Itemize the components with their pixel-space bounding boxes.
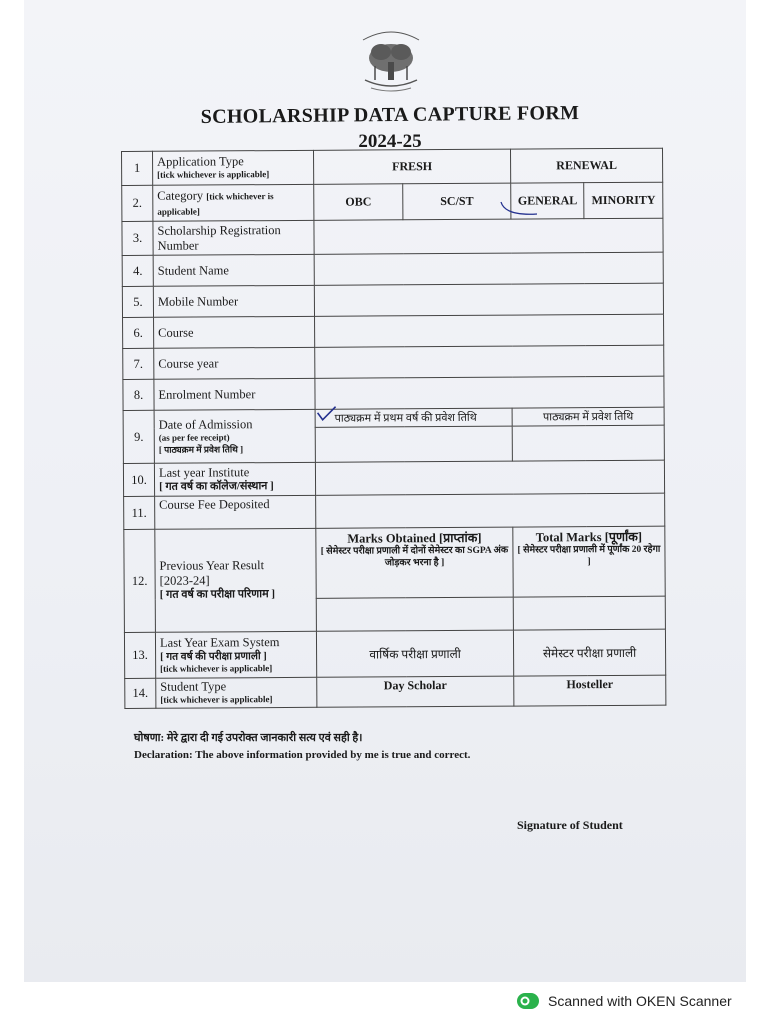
row-number: 7.	[123, 348, 154, 379]
row-label: Course Fee Deposited	[155, 495, 316, 529]
row-label: Course	[154, 316, 315, 348]
marks-obtained-header	[316, 527, 513, 598]
label-text: Application Type	[157, 154, 244, 170]
row-number: 6.	[123, 317, 154, 348]
general-pen-mark-icon	[497, 196, 557, 218]
label-note-hindi: [ गत वर्ष की परीक्षा प्रणाली ]	[160, 650, 267, 663]
student-name-field[interactable]	[314, 252, 663, 285]
row-label	[155, 631, 316, 678]
row-number: 12.	[124, 529, 156, 632]
option-minority[interactable]: MINORITY	[584, 182, 663, 218]
total-marks-field[interactable]	[513, 596, 665, 630]
first-year-admission-date-field[interactable]	[315, 426, 512, 462]
row-number: 3.	[122, 221, 153, 255]
table-row	[123, 314, 664, 348]
option-renewal[interactable]: RENEWAL	[511, 148, 663, 183]
table-row	[124, 629, 665, 678]
label-text: Student Type	[160, 679, 227, 695]
label-text: Previous Year Result	[159, 558, 265, 573]
row-number: 9.	[123, 410, 154, 463]
total-marks-header	[513, 526, 665, 597]
option-obc[interactable]: OBC	[314, 184, 403, 221]
option-hosteller[interactable]: Hosteller	[514, 675, 666, 706]
oken-scanner-logo-icon	[516, 992, 540, 1010]
label-note: (as per fee receipt)	[158, 432, 230, 444]
total-marks-note: [ सेमेस्टर परीक्षा प्रणाली में पूर्णांक 20 रहेगा ]	[517, 544, 661, 568]
form-year: 2024-25	[358, 131, 422, 152]
label-year: [2023-24]	[159, 573, 210, 588]
scanner-text: Scanned with OKEN Scanner	[548, 993, 732, 1009]
declaration-hindi: घोषणा: मेरे द्वारा दी गई उपरोक्त जानकारी सत्य एवं सही है।	[134, 732, 363, 744]
course-year-field[interactable]	[315, 345, 664, 378]
table-row	[125, 675, 666, 708]
row-number: 2.	[122, 185, 153, 221]
check-mark-icon	[320, 412, 334, 422]
table-row	[122, 283, 663, 317]
row-label: Enrolment Number	[154, 378, 315, 410]
scholarship-form-table	[121, 148, 666, 709]
form-title: SCHOLARSHIP DATA CAPTURE FORM	[200, 102, 580, 128]
row-label: Course year	[154, 347, 315, 379]
row-label: Student Name	[153, 254, 314, 286]
option-scst[interactable]: SC/ST	[403, 183, 511, 220]
table-row	[124, 526, 665, 599]
row-number: 11.	[124, 496, 155, 529]
mobile-number-field[interactable]	[314, 283, 663, 316]
row-label	[156, 677, 317, 708]
admission-date-header: पाठ्यक्रम में प्रवेश तिथि	[512, 407, 664, 426]
table-row	[122, 218, 663, 255]
scanner-watermark	[516, 992, 732, 1010]
table-row	[123, 376, 664, 410]
table-row	[122, 148, 663, 185]
label-note-hindi: [ गत वर्ष का कॉलेज/संस्थान ]	[159, 479, 274, 493]
registration-number-field[interactable]	[314, 218, 663, 254]
declaration	[134, 730, 694, 764]
label-note: [tick whichever is applicable]	[160, 694, 273, 706]
row-number: 8.	[123, 379, 154, 410]
table-row	[123, 345, 664, 379]
option-annual-exam[interactable]: वार्षिक परीक्षा प्रणाली	[316, 630, 513, 677]
row-label	[154, 409, 315, 463]
label-text: Date of Admission	[158, 417, 253, 433]
label-note-hindi: [ पाठ्यक्रम में प्रवेश तिथि ]	[158, 443, 244, 455]
row-label	[153, 150, 314, 185]
row-number: 5.	[122, 286, 153, 317]
total-marks-title: Total Marks [पूर्णांक]	[535, 529, 643, 545]
admission-date-field[interactable]	[512, 425, 664, 461]
marks-obtained-field[interactable]	[316, 597, 513, 631]
label-text: Last Year Exam System	[159, 634, 280, 650]
option-fresh[interactable]: FRESH	[313, 149, 510, 184]
course-fee-field[interactable]	[316, 493, 665, 528]
declaration-english: Declaration: The above information provided by me is true and correct.	[134, 749, 471, 762]
table-row	[122, 182, 663, 221]
label-note-hindi: [ गत वर्ष का परीक्षा परिणाम ]	[159, 588, 276, 601]
marks-obtained-note: [ सेमेस्टर परीक्षा प्रणाली में दोनों सेमेस्टर का SGPA अंक जोड़कर भरना है ]	[320, 545, 509, 569]
option-semester-exam[interactable]: सेमेस्टर परीक्षा प्रणाली	[513, 629, 665, 676]
row-label	[155, 528, 317, 632]
option-general[interactable]: GENERAL	[511, 183, 585, 219]
row-label: Scholarship Registration Number	[153, 220, 314, 255]
label-note: [tick whichever is applicable]	[160, 663, 273, 674]
option-day-scholar[interactable]: Day Scholar	[317, 676, 514, 707]
marks-obtained-title: Marks Obtained [प्राप्तांक]	[347, 530, 482, 546]
row-number: 4.	[122, 255, 153, 286]
label-note: [tick whichever is applicable]	[157, 169, 270, 181]
row-number: 1	[122, 151, 153, 185]
course-field[interactable]	[315, 314, 664, 347]
university-logo-icon	[355, 22, 427, 98]
label-text: Last year Institute	[158, 464, 250, 480]
enrolment-number-field[interactable]	[315, 376, 664, 409]
row-label: Mobile Number	[153, 285, 314, 317]
label-note: [tick whichever is applicable]	[157, 190, 274, 217]
table-row	[123, 460, 664, 496]
table-row	[122, 252, 663, 286]
last-year-institute-field[interactable]	[315, 460, 664, 495]
table-row	[124, 493, 665, 529]
row-number: 14.	[125, 678, 156, 708]
row-label	[154, 462, 315, 496]
row-label	[153, 184, 314, 221]
row-number: 10.	[123, 463, 154, 496]
row-number: 13.	[124, 632, 155, 678]
first-year-admission-date-header: पाठ्यक्रम में प्रथम वर्ष की प्रवेश तिथि	[315, 408, 512, 427]
label-text: Category	[157, 187, 204, 203]
signature-label: Signature of Student	[517, 818, 623, 832]
